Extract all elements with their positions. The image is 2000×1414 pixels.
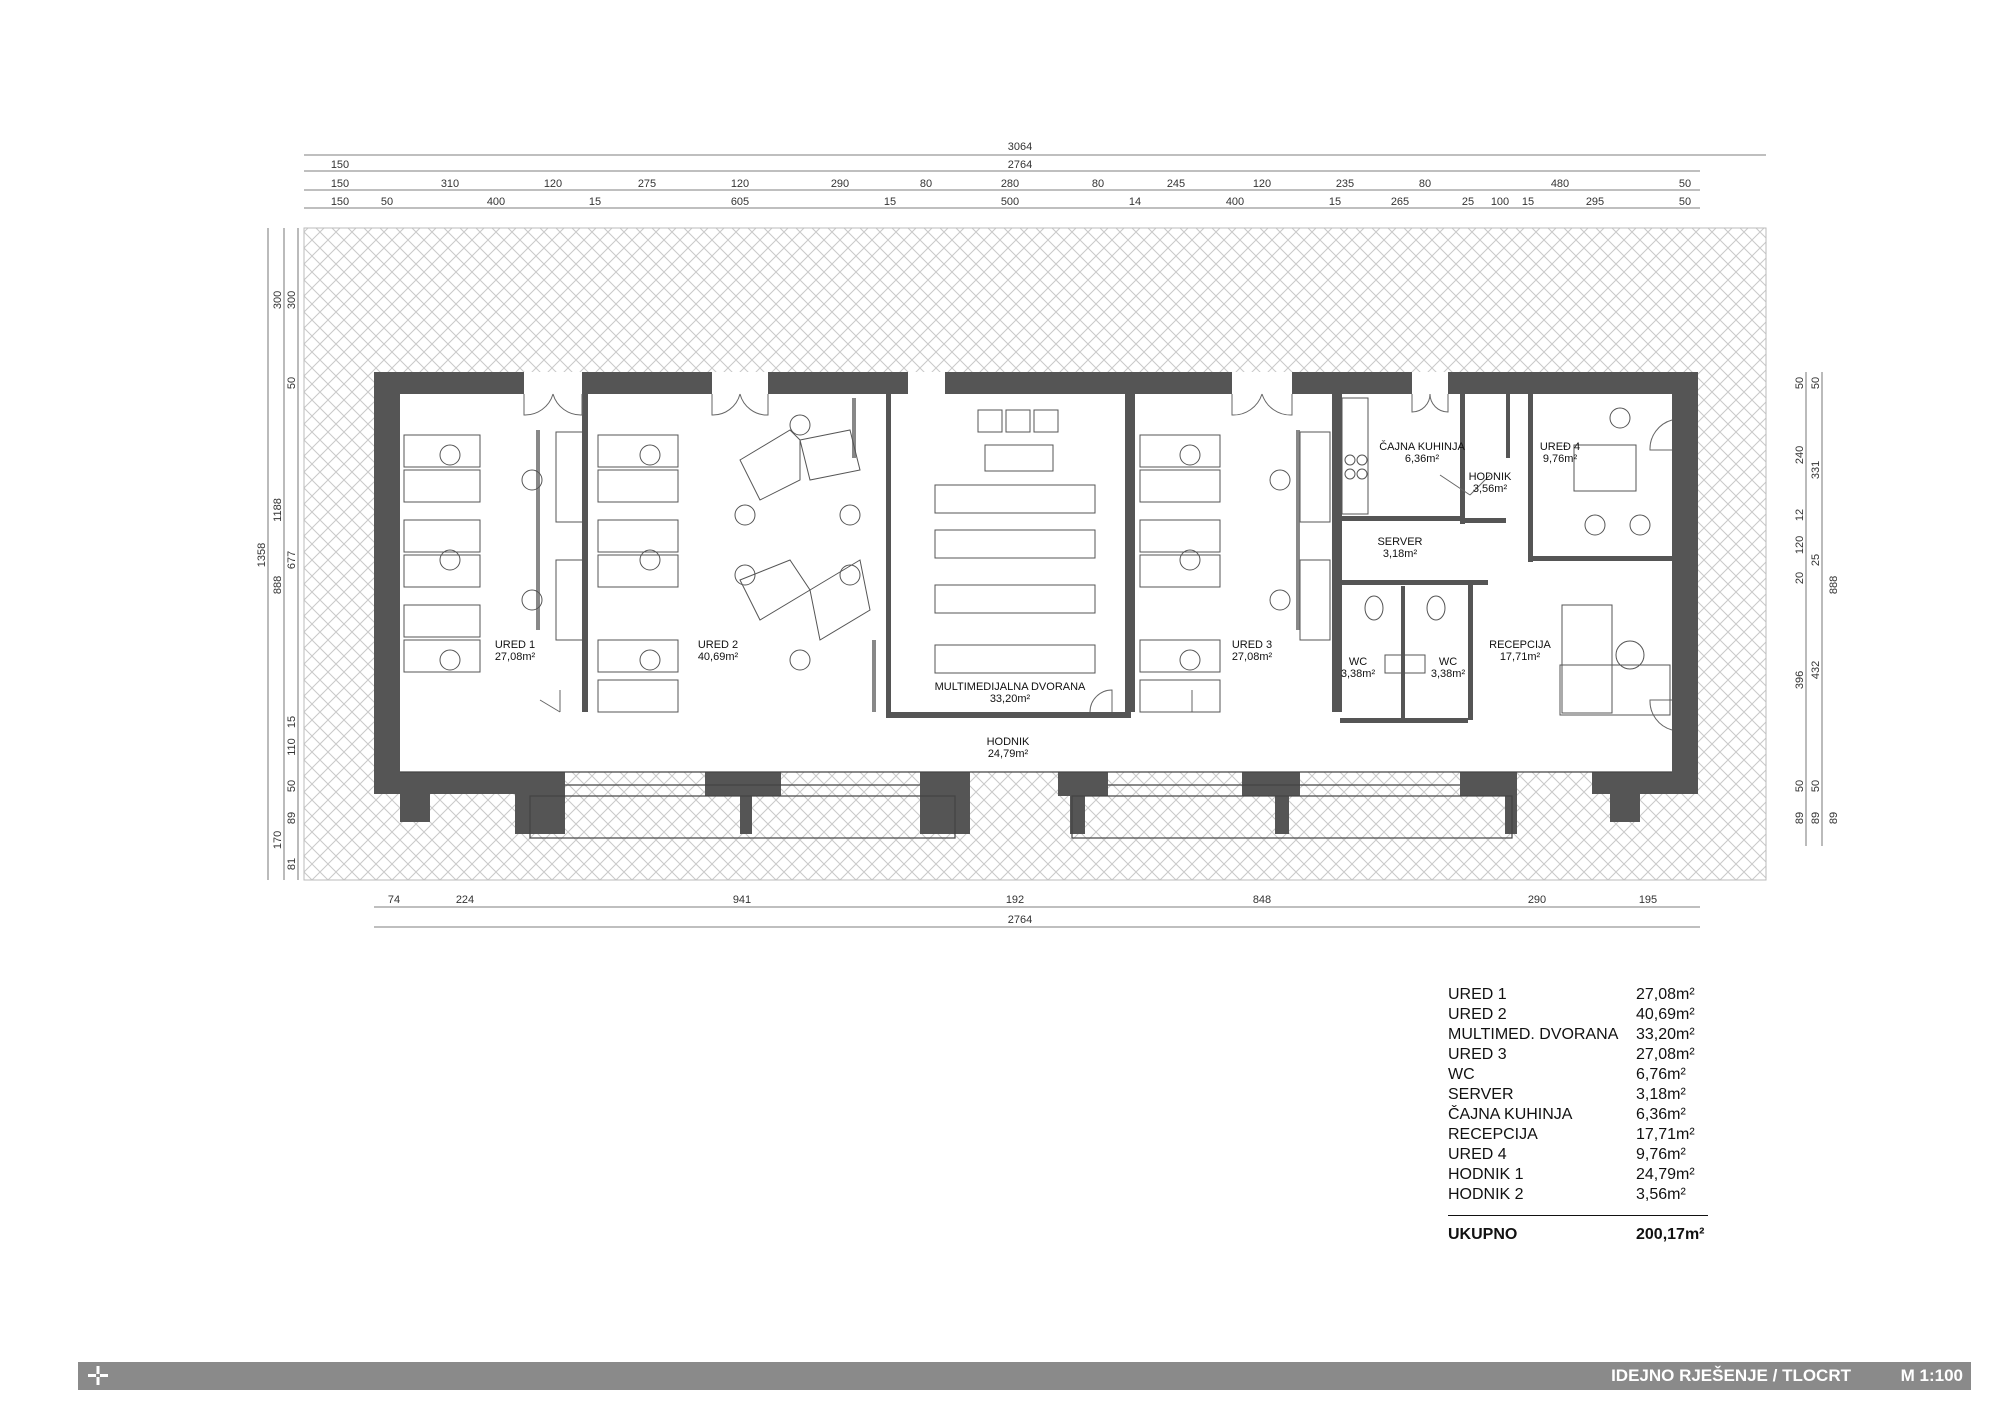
- svg-text:15: 15: [286, 715, 298, 729]
- area-divider: [1448, 1215, 1708, 1216]
- area-row: RECEPCIJA 17,71m²: [1448, 1126, 1695, 1143]
- svg-text:331: 331: [1810, 460, 1822, 480]
- svg-text:1188: 1188: [272, 498, 284, 522]
- svg-text:15: 15: [588, 196, 602, 208]
- svg-text:310: 310: [440, 178, 460, 190]
- area-row: URED 3 27,08m²: [1448, 1046, 1695, 1063]
- svg-text:150: 150: [330, 159, 350, 171]
- drawing-scale: M 1:100: [1900, 1366, 1963, 1385]
- svg-text:50: 50: [1810, 779, 1822, 793]
- svg-text:50: 50: [1794, 779, 1806, 793]
- dim-top-row1: [331, 159, 1032, 171]
- room-ured-1-name: URED 1: [494, 639, 536, 651]
- svg-text:192: 192: [1005, 894, 1025, 906]
- logo-icon: [86, 1365, 110, 1387]
- svg-text:89: 89: [286, 811, 298, 825]
- room-ured-3-area: 27,08m²: [1231, 651, 1273, 663]
- area-total-row: UKUPNO 200,17m²: [1448, 1226, 1705, 1243]
- room-dvorana-name: MULTIMEDIJALNA DVORANA: [934, 681, 1086, 693]
- svg-text:400: 400: [1225, 196, 1245, 208]
- svg-text:14: 14: [1128, 196, 1142, 208]
- area-summary-table: [1448, 985, 1708, 1245]
- room-dvorana-area: 33,20m²: [989, 693, 1031, 705]
- svg-text:677: 677: [286, 550, 298, 570]
- dim-top-total: 3064: [1007, 141, 1033, 153]
- svg-text:888: 888: [272, 575, 284, 595]
- room-server-area: 3,18m²: [1382, 548, 1418, 560]
- svg-text:290: 290: [830, 178, 850, 190]
- drawing-title: IDEJNO RJEŠENJE / TLOCRT: [1611, 1366, 1851, 1385]
- room-kuhinja-name: ČAJNA KUHINJA: [1379, 441, 1465, 453]
- svg-text:280: 280: [1000, 178, 1020, 190]
- svg-text:290: 290: [1527, 894, 1547, 906]
- svg-text:80: 80: [1091, 178, 1105, 190]
- svg-text:50: 50: [1810, 376, 1822, 390]
- dim-top-row3: [331, 196, 1691, 208]
- svg-text:50: 50: [286, 376, 298, 390]
- room-recepcija-area: 17,71m²: [1499, 651, 1541, 663]
- svg-text:265: 265: [1390, 196, 1410, 208]
- room-wc-1-name: WC: [1348, 656, 1368, 668]
- room-ured-2-area: 40,69m²: [697, 651, 739, 663]
- room-server-name: SERVER: [1377, 536, 1423, 548]
- svg-text:235: 235: [1335, 178, 1355, 190]
- svg-text:2764: 2764: [1007, 159, 1033, 171]
- svg-text:89: 89: [1794, 811, 1806, 825]
- svg-text:224: 224: [455, 894, 475, 906]
- svg-text:15: 15: [883, 196, 897, 208]
- svg-text:120: 120: [1252, 178, 1272, 190]
- svg-text:396: 396: [1794, 670, 1806, 690]
- dim-right: [1794, 377, 1840, 824]
- svg-text:1358: 1358: [256, 542, 268, 568]
- room-recepcija-name: RECEPCIJA: [1489, 639, 1551, 651]
- svg-text:120: 120: [543, 178, 563, 190]
- area-row: HODNIK 1 24,79m²: [1448, 1166, 1695, 1183]
- room-hodnik-2-name: HODNIK: [1468, 471, 1512, 483]
- svg-text:150: 150: [330, 196, 350, 208]
- svg-text:110: 110: [286, 738, 298, 756]
- svg-text:888: 888: [1828, 575, 1840, 595]
- svg-text:300: 300: [286, 290, 298, 310]
- svg-text:25: 25: [1461, 196, 1475, 208]
- svg-text:195: 195: [1638, 894, 1658, 906]
- area-row: WC 6,76m²: [1448, 1066, 1686, 1083]
- area-row: ČAJNA KUHINJA 6,36m²: [1448, 1106, 1686, 1123]
- room-ured-3-name: URED 3: [1231, 639, 1273, 651]
- svg-text:20: 20: [1794, 571, 1806, 585]
- svg-text:240: 240: [1794, 445, 1806, 465]
- svg-text:50: 50: [380, 196, 394, 208]
- area-row: HODNIK 2 3,56m²: [1448, 1186, 1686, 1203]
- svg-text:120: 120: [1794, 535, 1806, 555]
- svg-text:245: 245: [1166, 178, 1186, 190]
- title-bar: [78, 1362, 1971, 1390]
- svg-text:941: 941: [732, 894, 752, 906]
- svg-text:50: 50: [1794, 376, 1806, 390]
- dim-left: [256, 291, 298, 870]
- room-wc-1-area: 3,38m²: [1340, 668, 1376, 680]
- area-row: URED 1 27,08m²: [1448, 986, 1695, 1003]
- svg-text:400: 400: [486, 196, 506, 208]
- svg-text:848: 848: [1252, 894, 1272, 906]
- svg-text:15: 15: [1521, 196, 1535, 208]
- svg-text:80: 80: [919, 178, 933, 190]
- svg-text:15: 15: [1328, 196, 1342, 208]
- svg-text:2764: 2764: [1007, 914, 1033, 926]
- room-hodnik-2-area: 3,56m²: [1472, 483, 1508, 495]
- svg-text:89: 89: [1810, 811, 1822, 825]
- svg-text:150: 150: [330, 178, 350, 190]
- svg-text:500: 500: [1000, 196, 1020, 208]
- svg-text:170: 170: [272, 830, 284, 850]
- svg-text:25: 25: [1810, 553, 1822, 567]
- svg-text:432: 432: [1810, 660, 1822, 680]
- svg-text:12: 12: [1794, 508, 1806, 522]
- room-wc-2-name: WC: [1438, 656, 1458, 668]
- svg-text:480: 480: [1550, 178, 1570, 190]
- svg-text:80: 80: [1418, 178, 1432, 190]
- dim-bottom: [388, 894, 1657, 926]
- room-ured-1-area: 27,08m²: [494, 651, 536, 663]
- svg-text:300: 300: [272, 290, 284, 310]
- dim-top-row2: [331, 178, 1691, 190]
- area-row: MULTIMED. DVORANA 33,20m²: [1448, 1026, 1695, 1043]
- area-row: SERVER 3,18m²: [1448, 1086, 1686, 1103]
- svg-text:81: 81: [286, 857, 298, 871]
- room-ured-2-name: URED 2: [697, 639, 739, 651]
- svg-text:74: 74: [387, 894, 401, 906]
- svg-text:605: 605: [730, 196, 750, 208]
- area-row: URED 2 40,69m²: [1448, 1006, 1695, 1023]
- room-ured-4-area: 9,76m²: [1542, 453, 1578, 465]
- svg-text:120: 120: [730, 178, 750, 190]
- svg-text:89: 89: [1828, 811, 1840, 825]
- room-hodnik-1-area: 24,79m²: [987, 748, 1029, 760]
- svg-text:50: 50: [1678, 178, 1692, 190]
- svg-text:50: 50: [1678, 196, 1692, 208]
- room-hodnik-1-name: HODNIK: [986, 736, 1030, 748]
- area-row: URED 4 9,76m²: [1448, 1146, 1686, 1163]
- room-wc-2-area: 3,38m²: [1430, 668, 1466, 680]
- room-ured-4-name: UREĐ 4: [1539, 441, 1581, 453]
- svg-text:275: 275: [637, 178, 657, 190]
- room-kuhinja-area: 6,36m²: [1404, 453, 1440, 465]
- svg-text:50: 50: [286, 779, 298, 793]
- svg-text:295: 295: [1585, 196, 1605, 208]
- svg-text:100: 100: [1490, 196, 1510, 208]
